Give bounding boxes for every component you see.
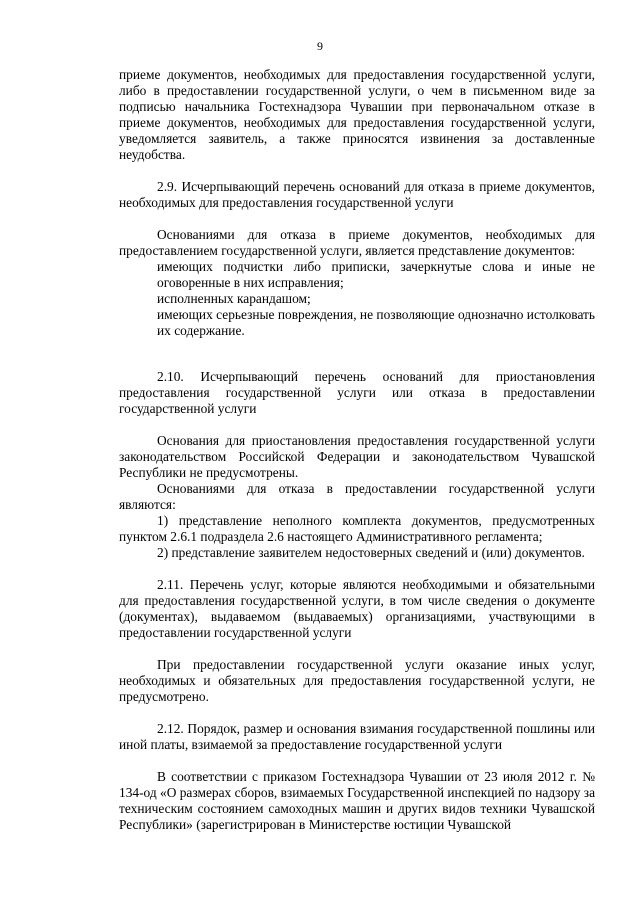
list-item: имеющих подчистки либо приписки, зачеркнутые слова и иные не оговоренные в них исправления; xyxy=(157,259,595,290)
paragraph: 2) представление заявителем недостоверных сведений и (или) документов. xyxy=(157,545,585,560)
paragraph: 1) представление неполного комплекта документов, предусмотренных пунктом 2.6.1 подраздела 2.6 настоящего Административного регламента; xyxy=(119,513,595,544)
paragraph: В соответствии с приказом Гостехнадзора Чувашии от 23 июля 2012 г. № 134-од «О размерах сборов, взимаемых Государственной инспекцией по надзору за техническим состоянием самоходных машин и других видов техники Чувашской Республики» (зарегистрирован в Министерстве юстиции Чувашской xyxy=(119,769,596,832)
paragraph: Основания для приостановления предоставления государственной услуги законодательством Российской Федерации и законодательством Чувашской Республики не предусмотрены. xyxy=(119,433,595,480)
paragraph-spacer xyxy=(119,211,595,227)
paragraph-spacer xyxy=(119,753,595,769)
paragraph-spacer xyxy=(119,417,595,433)
list-item: имеющих серьезные повреждения, не позволяющие однозначно истолковать их содержание. xyxy=(157,307,595,338)
paragraph: 2.10. Исчерпывающий перечень оснований для приостановления предоставления государственной услуги или отказа в предоставлении государственной услуги xyxy=(119,369,595,416)
paragraph-spacer xyxy=(119,163,595,179)
paragraph-spacer xyxy=(119,561,595,577)
page-number: 9 xyxy=(317,39,323,53)
paragraph: 2.12. Порядок, размер и основания взимания государственной пошлины или иной платы, взимаемой за предоставление государственной услуги xyxy=(119,721,595,752)
list-item: исполненных карандашом; xyxy=(157,291,311,306)
paragraph-spacer xyxy=(119,641,595,657)
paragraph: 2.9. Исчерпывающий перечень оснований для отказа в приеме документов, необходимых для предоставления государственной услуги xyxy=(119,179,595,210)
document-body xyxy=(119,67,595,833)
paragraph: Основаниями для отказа в приеме документов, необходимых для предоставлением государственной услуги, является представление документов: xyxy=(119,227,595,258)
paragraph: приеме документов, необходимых для предоставления государственной услуги, либо в предоставлении государственной услуги, о чем в письменном виде за подписью начальника Гостехнадзора Чувашии при первоначальном отказе в приеме документов, необходимых для предоставления государственной услуги, уведомляется заявитель, а также приносятся извинения за доставленные неудобства. xyxy=(119,67,595,162)
paragraph: Основаниями для отказа в предоставлении государственной услуги являются: xyxy=(119,481,595,512)
paragraph-spacer xyxy=(119,339,595,369)
paragraph: При предоставлении государственной услуги оказание иных услуг, необходимых и обязательных для предоставления государственной услуги, не предусмотрено. xyxy=(119,657,595,704)
paragraph-spacer xyxy=(119,705,595,721)
paragraph: 2.11. Перечень услуг, которые являются необходимыми и обязательными для предоставления государственной услуги, в том числе сведения о документе (документах), выдаваемом (выдаваемых) организациями, участвующими в предоставлении государственной услуги xyxy=(119,577,595,640)
